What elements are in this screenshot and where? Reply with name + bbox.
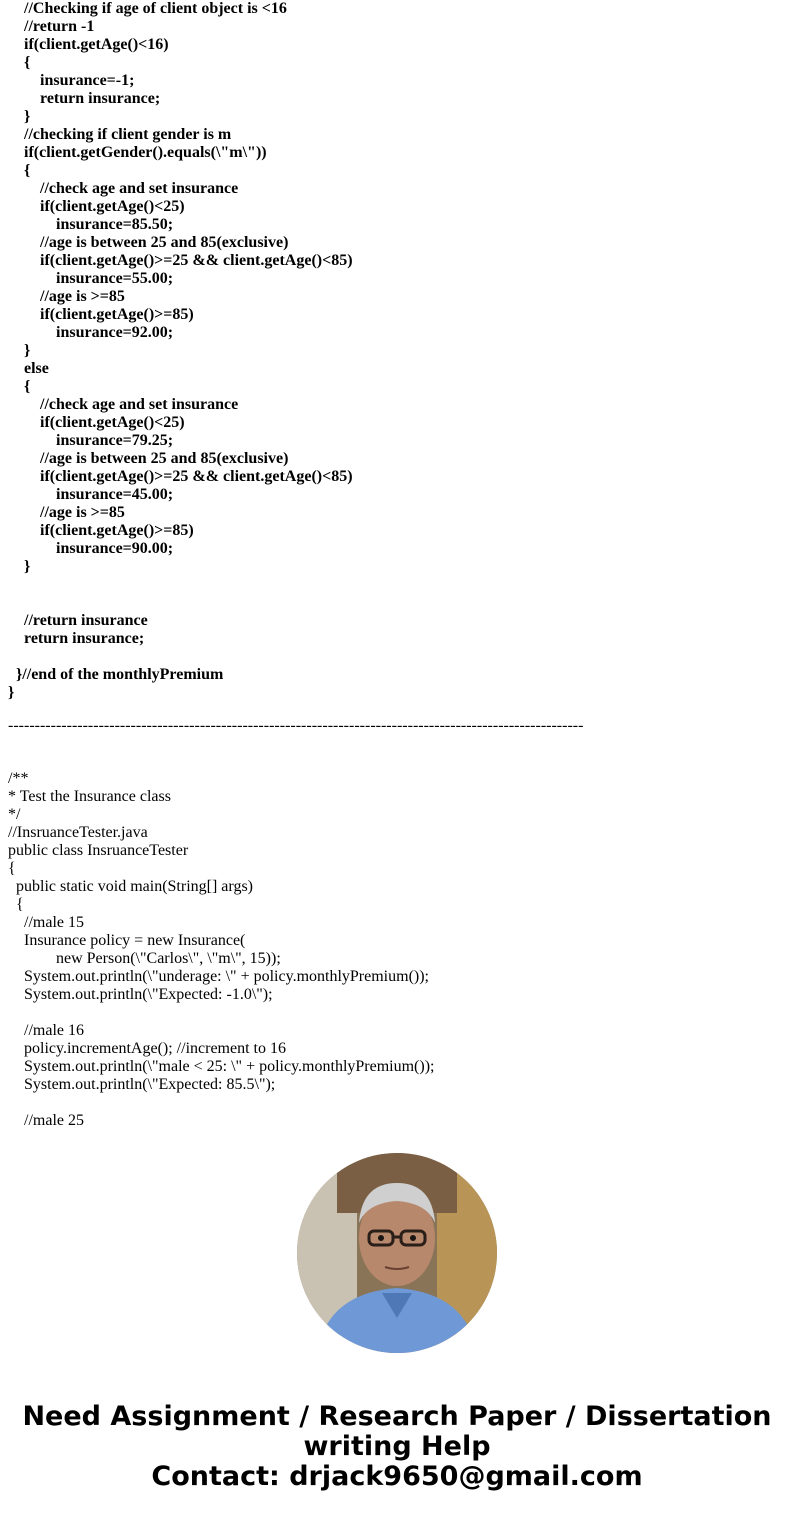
code-line: //Checking if age of client object is <16 bbox=[8, 0, 287, 17]
code-line: insurance=-1; bbox=[8, 72, 135, 89]
code-line: Insurance policy = new Insurance( bbox=[8, 932, 246, 949]
code-listing-insurance-tester bbox=[8, 770, 434, 1130]
code-line: /** bbox=[8, 770, 29, 787]
code-line: }//end of the monthlyPremium bbox=[8, 666, 224, 683]
code-line: System.out.println(\"Expected: -1.0\"); bbox=[8, 986, 273, 1003]
code-line: if(client.getAge()>=85) bbox=[8, 522, 194, 539]
code-line: public class InsruanceTester bbox=[8, 842, 189, 859]
code-line: if(client.getAge()>=85) bbox=[8, 306, 194, 323]
code-line: if(client.getAge()>=25 && client.getAge()<85) bbox=[8, 252, 353, 269]
code-line: insurance=55.00; bbox=[8, 270, 174, 287]
code-line: { bbox=[8, 54, 31, 71]
code-line bbox=[8, 594, 353, 612]
code-line: */ bbox=[8, 806, 21, 823]
code-line: //male 15 bbox=[8, 914, 84, 931]
code-line: //male 25 bbox=[8, 1112, 84, 1129]
code-line: } bbox=[8, 558, 31, 575]
code-line: System.out.println(\"male < 25: \" + policy.monthlyPremium()); bbox=[8, 1058, 435, 1075]
code-line: return insurance; bbox=[8, 630, 145, 647]
code-listing-insurance-class bbox=[8, 0, 353, 702]
code-line: insurance=90.00; bbox=[8, 540, 174, 557]
code-line: insurance=85.50; bbox=[8, 216, 174, 233]
code-line: if(client.getGender().equals(\"m\")) bbox=[8, 144, 267, 161]
code-line: //age is between 25 and 85(exclusive) bbox=[8, 234, 289, 251]
code-line: if(client.getAge()<25) bbox=[8, 414, 185, 431]
code-line: policy.incrementAge(); //increment to 16 bbox=[8, 1040, 286, 1057]
code-line bbox=[8, 1094, 434, 1112]
code-line: //age is >=85 bbox=[8, 288, 125, 305]
code-line: insurance=45.00; bbox=[8, 486, 174, 503]
person-photo-icon bbox=[297, 1153, 497, 1353]
code-line: insurance=79.25; bbox=[8, 432, 174, 449]
code-line: } bbox=[8, 342, 31, 359]
code-line: { bbox=[8, 896, 24, 913]
code-line: * Test the Insurance class bbox=[8, 788, 171, 805]
code-line bbox=[8, 1004, 434, 1022]
code-line: //male 16 bbox=[8, 1022, 84, 1039]
code-line bbox=[8, 576, 353, 594]
code-line: public static void main(String[] args) bbox=[8, 878, 253, 895]
code-line: //return insurance bbox=[8, 612, 148, 629]
promo-banner bbox=[0, 1402, 794, 1492]
code-line: //InsruanceTester.java bbox=[8, 824, 148, 841]
promo-line-2: writing Help bbox=[303, 1431, 491, 1462]
section-divider: ------------------------------------------------------------------------------------------------------------ bbox=[8, 717, 584, 734]
code-line: //age is between 25 and 85(exclusive) bbox=[8, 450, 289, 467]
code-line: } bbox=[8, 108, 31, 125]
code-line: //check age and set insurance bbox=[8, 180, 239, 197]
code-line: System.out.println(\"Expected: 85.5\"); bbox=[8, 1076, 276, 1093]
code-line: return insurance; bbox=[8, 90, 161, 107]
code-line: //return -1 bbox=[8, 18, 95, 35]
code-line: //check age and set insurance bbox=[8, 396, 239, 413]
code-line: if(client.getAge()>=25 && client.getAge()<85) bbox=[8, 468, 353, 485]
code-line: if(client.getAge()<25) bbox=[8, 198, 185, 215]
code-line: new Person(\"Carlos\", \"m\", 15)); bbox=[8, 950, 281, 967]
code-line: System.out.println(\"underage: \" + policy.monthlyPremium()); bbox=[8, 968, 429, 985]
code-line: } bbox=[8, 684, 15, 701]
promo-contact: Contact: drjack9650@gmail.com bbox=[151, 1461, 643, 1492]
code-line bbox=[8, 648, 353, 666]
code-line: if(client.getAge()<16) bbox=[8, 36, 169, 53]
author-avatar bbox=[297, 1153, 497, 1353]
code-line: else bbox=[8, 360, 49, 377]
code-line: { bbox=[8, 162, 31, 179]
code-line: insurance=92.00; bbox=[8, 324, 174, 341]
code-line: { bbox=[8, 378, 31, 395]
promo-line-1: Need Assignment / Research Paper / Dissertation bbox=[22, 1401, 772, 1432]
code-line: //age is >=85 bbox=[8, 504, 125, 521]
code-line: { bbox=[8, 860, 16, 877]
code-line: //checking if client gender is m bbox=[8, 126, 232, 143]
